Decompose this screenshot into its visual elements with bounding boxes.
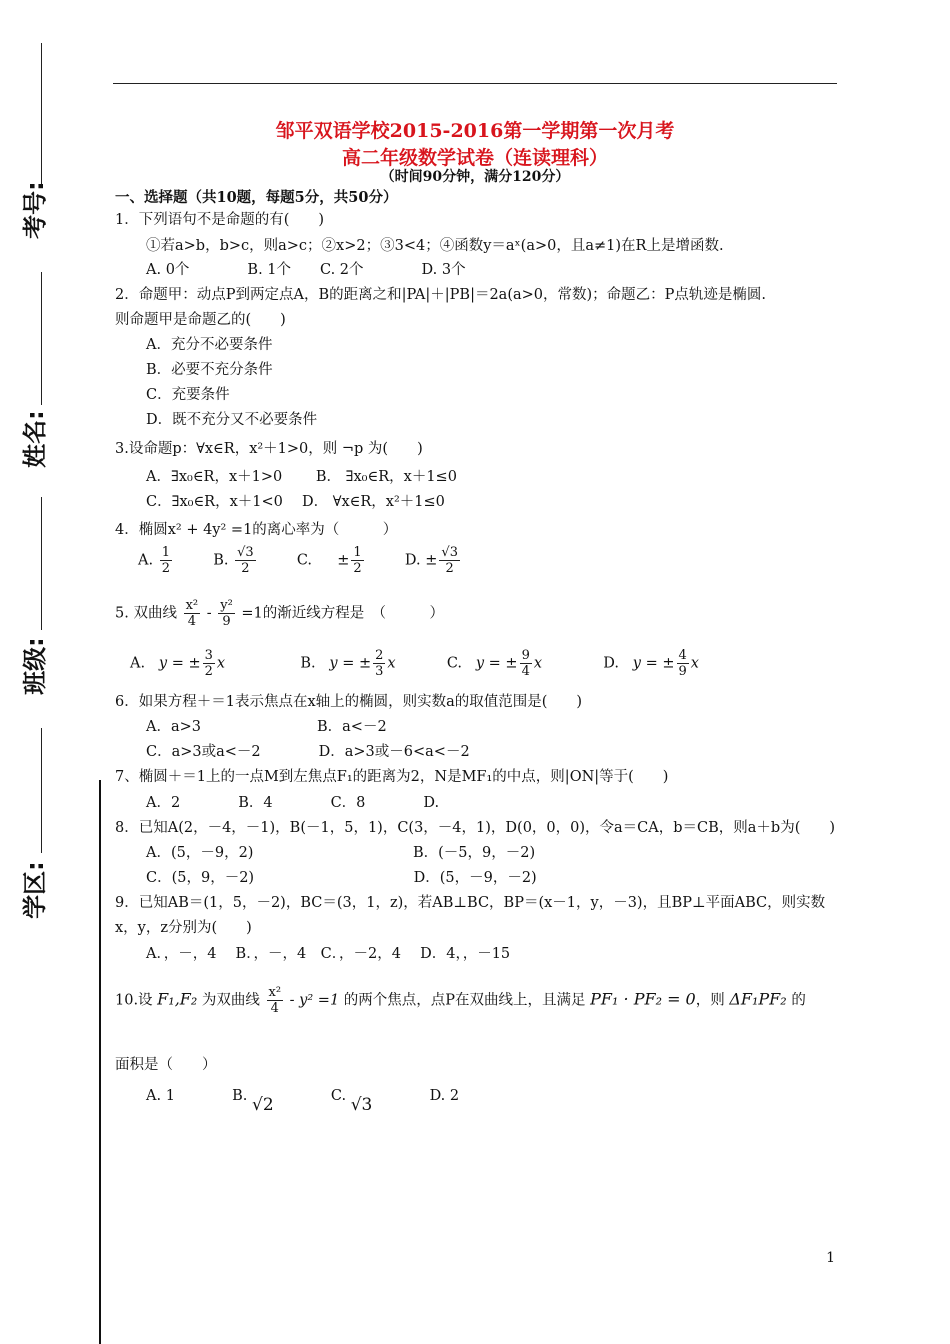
page-number: 1 (826, 1250, 835, 1266)
q4-frac-c (351, 545, 363, 576)
q5-minus: - (206, 605, 212, 622)
q10-option-a: A. 1 (146, 1088, 175, 1104)
q3-stem: 3.设命题p：∀x∈R，x²＋1>0，则 ¬p 为( ) (115, 441, 423, 457)
label-banji: 班级: (21, 637, 49, 695)
q10-post: 的两个焦点，点P在双曲线上，且满足 (343, 992, 586, 1009)
q4-c-num: 1 (353, 545, 362, 560)
q1-options: A. 0个 B. 1个 C. 2个 D. 3个 (146, 262, 466, 278)
section-heading: 一、选择题（共10题，每题5分，共50分） (115, 189, 398, 206)
q5-frac-y (218, 598, 235, 629)
label-kaohao: 考号: (21, 181, 49, 239)
q2-option-d: D．既不充分又不必要条件 (146, 412, 318, 428)
q10-label-c: C. (330, 1088, 347, 1104)
blank-line-xuequ (41, 728, 42, 853)
q2-option-a: A．充分不必要条件 (146, 337, 273, 353)
q8-options-cd: C．(5，9，－2) D．(5，－9，－2) (146, 870, 537, 886)
q4-d-num: √3 (441, 545, 458, 560)
q10-label-b: B. (232, 1088, 248, 1104)
q5-d-num: 4 (678, 648, 687, 663)
q4-c-den: 2 (353, 561, 362, 576)
label-xingming: 姓名: (21, 410, 49, 468)
q1-stem: 1．下列语句不是命题的有( ) (115, 212, 325, 228)
q5-c-x: x (533, 655, 543, 672)
q9-stem2: x，y，z分别为( ) (115, 920, 252, 936)
blank-line-xingming (41, 272, 42, 405)
q5-frac-x (184, 598, 201, 629)
q10-frac-x (267, 985, 284, 1016)
q4-label-d: D. (404, 552, 421, 569)
q10-option-d: D. 2 (429, 1088, 460, 1104)
q5-frac-d (677, 648, 689, 679)
q5-a-num: 3 (204, 648, 213, 663)
q5-a-den: 2 (204, 664, 213, 679)
q4-pm-d: ± (425, 552, 438, 569)
q5-x2: x² (185, 598, 199, 613)
exam-time: （时间90分钟，满分120分） (380, 169, 570, 185)
q2-stem2: 则命题甲是命题乙的( ) (115, 312, 286, 328)
binding-line (99, 780, 101, 1344)
q5-frac-b (373, 648, 385, 679)
q5-label-b: B. (300, 655, 316, 672)
q5-stem-pre: 5. 双曲线 (115, 605, 177, 622)
q10-options (146, 1085, 460, 1115)
q4-label-c: C. (296, 552, 313, 569)
q5-b-num: 2 (375, 648, 384, 663)
q4-b-den: 2 (241, 561, 250, 576)
q10-dot-product: PF₁ · PF₂ = 0 (590, 989, 696, 1009)
q4-stem: 4．椭圆x² + 4y² =1的离心率为（ ） (115, 522, 398, 538)
q2-option-c: C．充要条件 (146, 387, 230, 403)
q5-b-x: x (387, 655, 396, 672)
q5-stem-post: =1的渐近线方程是 （ ） (241, 605, 445, 622)
q5-label-c: C. (446, 655, 463, 672)
q5-frac-c (520, 648, 532, 679)
q9-options: A．，－，4 B．，－，4 C．，－2，4 D．4，，－15 (146, 946, 511, 962)
q1-body: ①若a>b，b>c，则a>c；②x>2；③3<4；④函数y＝aˣ(a>0，且a≠1)在R上是增函数. (146, 238, 724, 254)
q5-options (130, 648, 699, 679)
q10-four: 4 (270, 1001, 279, 1016)
q4-a-den: 2 (161, 561, 170, 576)
q10-f1f2: F₁,F₂ (157, 989, 198, 1009)
q5-nine: 9 (222, 614, 231, 629)
q5-frac-a (203, 648, 215, 679)
q10-mid: 为双曲线 (201, 992, 260, 1009)
q6-options-ab: A．a>3 B．a<－2 (146, 719, 387, 735)
q5-d-x: x (690, 655, 699, 672)
q10-ze: ，则 (695, 992, 725, 1009)
q6-options-cd: C．a>3或a<－2 D．a>3或－6<a<－2 (146, 744, 470, 760)
q5-label-d: D. (603, 655, 619, 672)
q10-stem (115, 985, 806, 1016)
q8-options-ab: A．(5，－9，2) B．(－5，9，－2) (146, 845, 536, 861)
q5-four: 4 (187, 614, 196, 629)
q3-options-cd: C．∃x₀∈R，x＋1<0 D． ∀x∈R，x²＋1≤0 (146, 494, 445, 510)
q10-tail: - y² =1 (289, 992, 340, 1009)
q5-a-x: x (216, 655, 226, 672)
q5-c-y: y = ± (475, 655, 518, 672)
exam-subtitle: 高二年级数学试卷（连读理科） (341, 147, 608, 169)
q2-option-b: B．必要不充分条件 (146, 362, 273, 378)
q8-stem: 8．已知A(2，－4，－1)，B(－1，5，1)，C(3，－4，1)，D(0，0，0)，令a＝CA，b＝CB，则a＋b为( ) (115, 820, 836, 836)
label-xuequ: 学区: (21, 861, 49, 919)
q10-stem2: 面积是（ ） (115, 1057, 217, 1073)
q10-triangle: ΔF₁PF₂ (729, 989, 787, 1009)
q5-c-num: 9 (521, 648, 530, 663)
q5-b-y: y = ± (329, 655, 372, 672)
q5-label-a: A. (130, 655, 146, 672)
q4-a-num: 1 (161, 545, 170, 560)
q4-pm-c: ± (337, 552, 350, 569)
q5-d-den: 9 (678, 664, 687, 679)
q10-pre: 10.设 (115, 992, 153, 1009)
q10-option-b-value: √2 (252, 1095, 274, 1115)
q5-b-den: 3 (375, 664, 384, 679)
q4-label-a: A. (138, 552, 154, 569)
q3-options-ab: A．∃x₀∈R，x＋1>0 B． ∃x₀∈R，x＋1≤0 (146, 469, 457, 485)
q10-x2: x² (268, 985, 282, 1000)
q5-stem (115, 598, 444, 629)
header-rule (113, 83, 837, 84)
q4-d-den: 2 (445, 561, 454, 576)
q5-c-den: 4 (521, 664, 530, 679)
q6-stem: 6．如果方程＋＝1表示焦点在x轴上的椭圆，则实数a的取值范围是( ) (115, 694, 583, 710)
q10-option-c-value: √3 (350, 1095, 373, 1115)
q4-options (138, 545, 462, 576)
q4-frac-d (439, 545, 460, 576)
q5-d-y: y = ± (632, 655, 675, 672)
q4-b-num: √3 (237, 545, 254, 560)
q2-stem: 2．命题甲：动点P到两定点A，B的距离之和|PA|＋|PB|＝2a(a>0，常数)；命题乙：P点轨迹是椭圆. (115, 287, 767, 303)
q4-label-b: B. (213, 552, 229, 569)
q4-frac-a (160, 545, 172, 576)
q10-de: 的 (791, 992, 806, 1009)
q9-stem: 9．已知AB＝(1，5，－2)，BC＝(3，1，z)，若AB⊥BC，BP＝(x－1，y，－3)，且BP⊥平面ABC，则实数 (115, 895, 826, 911)
q5-a-y: y = ± (158, 655, 201, 672)
q7-stem: 7、椭圆＋＝1上的一点M到左焦点F₁的距离为2，N是MF₁的中点，则|ON|等于( ) (115, 769, 669, 785)
blank-line-banji (41, 497, 42, 630)
q7-options: A．2 B．4 C．8 D. (146, 795, 440, 811)
q5-y2: y² (220, 598, 233, 613)
exam-title: 邹平双语学校2015-2016第一学期第一次月考 (275, 120, 675, 142)
q4-frac-b (235, 545, 256, 576)
